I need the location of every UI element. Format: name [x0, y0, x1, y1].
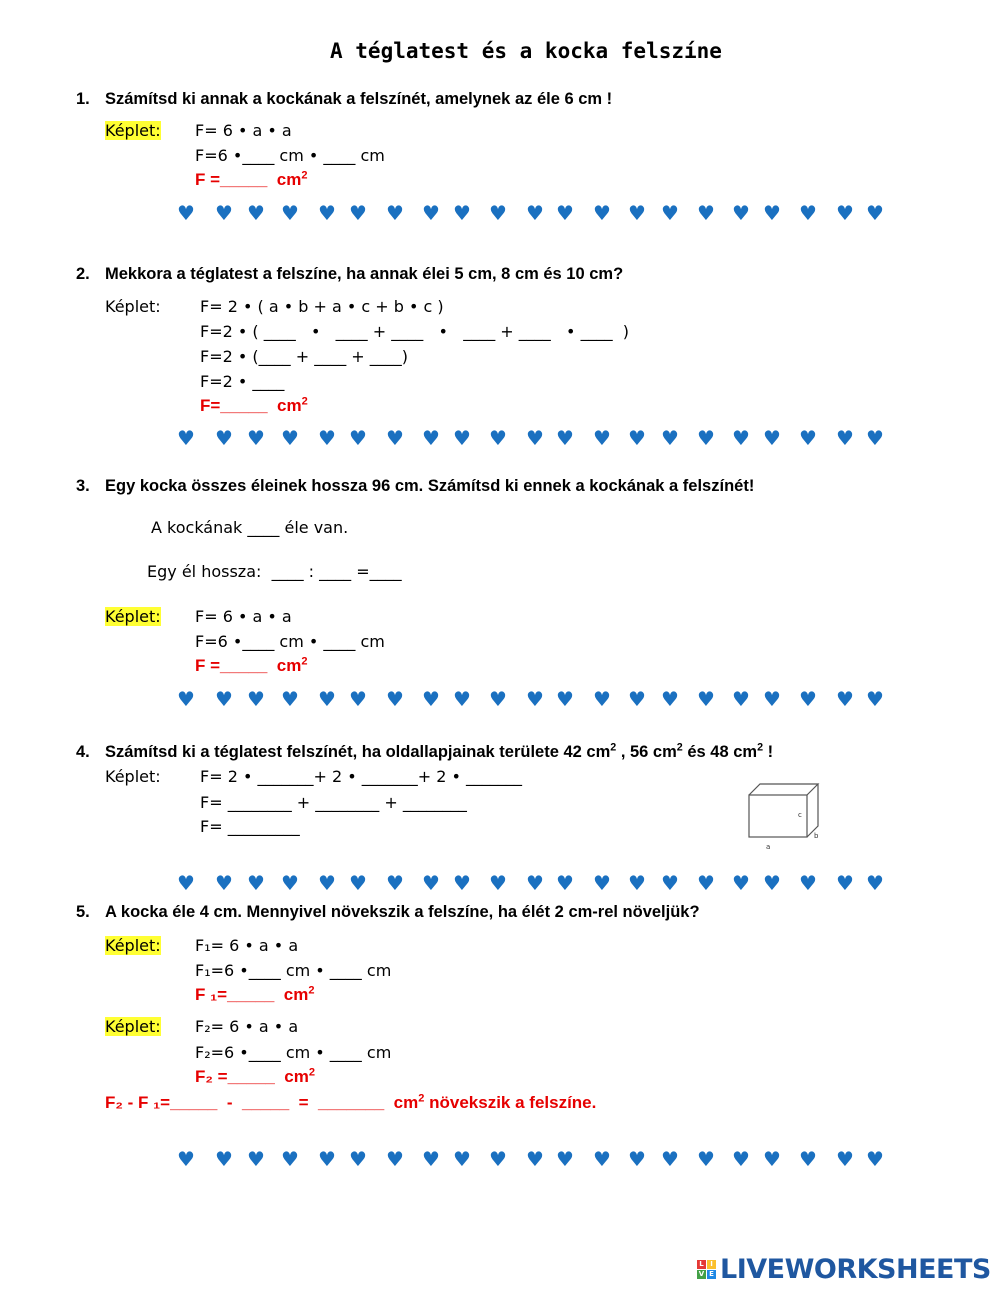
- keplet-label: Képlet:: [105, 936, 161, 955]
- question-5-number: 5.: [76, 903, 90, 921]
- q4-result-line: F= _________: [200, 817, 300, 836]
- cuboid-label-b: b: [814, 832, 819, 840]
- heart-icon: ♥: [177, 1147, 195, 1171]
- heart-icon: ♥: [661, 426, 679, 450]
- cuboid-label-c: c: [798, 811, 802, 819]
- heart-divider: [0, 873, 1000, 897]
- heart-icon: ♥: [836, 426, 854, 450]
- heart-icon: ♥: [281, 426, 299, 450]
- heart-icon: ♥: [732, 687, 750, 711]
- heart-icon: ♥: [247, 1147, 265, 1171]
- question-2-text: Mekkora a téglatest a felszíne, ha annak élei 5 cm, 8 cm és 10 cm?: [105, 265, 624, 283]
- heart-icon: ♥: [799, 1147, 817, 1171]
- heart-icon: ♥: [556, 871, 574, 895]
- heart-icon: ♥: [763, 687, 781, 711]
- heart-icon: ♥: [318, 871, 336, 895]
- heart-icon: ♥: [836, 871, 854, 895]
- heart-icon: ♥: [215, 871, 233, 895]
- heart-icon: ♥: [697, 201, 715, 225]
- heart-icon: ♥: [526, 871, 544, 895]
- q3-substitution-line: F=6 •____ cm • ____ cm: [195, 632, 385, 651]
- q5-f1-result-line: F ₁=_____ $cm^2$: [195, 984, 315, 1004]
- q5-f2-result-line: F₂ =_____ $cm^2$: [195, 1066, 316, 1086]
- heart-icon: ♥: [628, 201, 646, 225]
- q3-edge-length-line: Egy él hossza: ____ : ____ =____: [147, 562, 402, 581]
- question-1-number: 1.: [76, 90, 90, 108]
- heart-icon: ♥: [836, 201, 854, 225]
- heart-icon: ♥: [866, 426, 884, 450]
- heart-icon: ♥: [453, 201, 471, 225]
- q1-formula-line: F= 6 • a • a: [195, 121, 292, 140]
- heart-divider: [0, 689, 1000, 713]
- cuboid-figure: [738, 778, 838, 853]
- heart-icon: ♥: [318, 1147, 336, 1171]
- heart-icon: ♥: [422, 426, 440, 450]
- question-5-text: A kocka éle 4 cm. Mennyivel növekszik a felszíne, ha élét 2 cm-rel növeljük?: [105, 903, 700, 921]
- heart-icon: ♥: [593, 426, 611, 450]
- heart-icon: ♥: [628, 871, 646, 895]
- heart-icon: ♥: [215, 201, 233, 225]
- heart-icon: ♥: [628, 426, 646, 450]
- heart-icon: ♥: [661, 1147, 679, 1171]
- heart-icon: ♥: [697, 426, 715, 450]
- heart-icon: ♥: [318, 687, 336, 711]
- heart-icon: ♥: [556, 1147, 574, 1171]
- heart-icon: ♥: [489, 687, 507, 711]
- question-1-text: Számítsd ki annak a kockának a felszínét, amelynek az éle 6 cm !: [105, 90, 613, 108]
- heart-icon: ♥: [593, 871, 611, 895]
- q2-product-line: F=2 • ____: [200, 372, 285, 391]
- liveworksheets-logo-icon: [697, 1260, 716, 1279]
- heart-icon: ♥: [489, 426, 507, 450]
- heart-icon: ♥: [556, 201, 574, 225]
- heart-icon: ♥: [177, 871, 195, 895]
- heart-icon: ♥: [628, 687, 646, 711]
- heart-icon: ♥: [247, 871, 265, 895]
- heart-icon: ♥: [732, 426, 750, 450]
- heart-icon: ♥: [732, 201, 750, 225]
- heart-icon: ♥: [422, 1147, 440, 1171]
- heart-icon: ♥: [763, 201, 781, 225]
- cuboid-label-a: a: [766, 843, 771, 851]
- question-2-number: 2.: [76, 265, 90, 283]
- heart-icon: ♥: [593, 201, 611, 225]
- question-3-number: 3.: [76, 477, 90, 495]
- heart-icon: ♥: [281, 871, 299, 895]
- heart-icon: ♥: [177, 687, 195, 711]
- heart-divider: [0, 1149, 1000, 1173]
- heart-icon: ♥: [453, 426, 471, 450]
- q3-result-line: F =_____ $cm^2$: [195, 655, 308, 675]
- q2-formula-line: F= 2 • ( a • b + a • c + b • c ): [200, 297, 444, 316]
- q2-result-line: F=_____ $cm^2$: [200, 395, 308, 415]
- keplet-label: Képlet:: [105, 767, 161, 786]
- heart-icon: ♥: [215, 687, 233, 711]
- heart-icon: ♥: [215, 426, 233, 450]
- keplet-label: Képlet:: [105, 297, 161, 316]
- heart-icon: ♥: [661, 687, 679, 711]
- q2-sum-line: F=2 • (____ + ____ + ____): [200, 347, 409, 366]
- heart-icon: ♥: [453, 1147, 471, 1171]
- q4-formula-line: F= 2 • _______+ 2 • _______+ 2 • _______: [200, 767, 523, 786]
- liveworksheets-logo-text: LIVEWORKSHEETS: [720, 1254, 991, 1285]
- q5-f1-formula-line: F₁= 6 • a • a: [195, 936, 299, 955]
- heart-icon: ♥: [836, 687, 854, 711]
- q5-difference-line: F₂ - F ₁=_____ - _____ = _______ $cm^2$ növekszik a felszíne.: [105, 1092, 597, 1112]
- heart-icon: ♥: [763, 426, 781, 450]
- heart-icon: ♥: [836, 1147, 854, 1171]
- heart-icon: ♥: [732, 1147, 750, 1171]
- heart-icon: ♥: [215, 1147, 233, 1171]
- heart-icon: ♥: [177, 426, 195, 450]
- q1-result-line: F =_____ $cm^2$: [195, 169, 308, 189]
- heart-icon: ♥: [489, 201, 507, 225]
- heart-icon: ♥: [661, 871, 679, 895]
- heart-icon: ♥: [526, 201, 544, 225]
- logo-icon-letter: E: [707, 1270, 716, 1279]
- heart-icon: ♥: [799, 201, 817, 225]
- heart-divider: [0, 203, 1000, 227]
- heart-icon: ♥: [593, 687, 611, 711]
- heart-icon: ♥: [866, 1147, 884, 1171]
- question-4-text: Számítsd ki a téglatest felszínét, ha oldallapjainak területe 42 $cm^2$ , 56 $cm^2$ és 48 $cm^2$ !: [105, 741, 774, 761]
- heart-icon: ♥: [386, 687, 404, 711]
- heart-icon: ♥: [556, 426, 574, 450]
- heart-icon: ♥: [628, 1147, 646, 1171]
- heart-icon: ♥: [386, 1147, 404, 1171]
- logo-icon-letter: L: [697, 1260, 706, 1269]
- heart-icon: ♥: [799, 687, 817, 711]
- heart-icon: ♥: [732, 871, 750, 895]
- heart-icon: ♥: [422, 201, 440, 225]
- q5-f2-substitution-line: F₂=6 •____ cm • ____ cm: [195, 1043, 392, 1062]
- heart-icon: ♥: [866, 687, 884, 711]
- heart-icon: ♥: [799, 426, 817, 450]
- heart-icon: ♥: [349, 201, 367, 225]
- heart-icon: ♥: [386, 426, 404, 450]
- heart-icon: ♥: [489, 871, 507, 895]
- heart-icon: ♥: [697, 1147, 715, 1171]
- heart-icon: ♥: [763, 1147, 781, 1171]
- heart-icon: ♥: [386, 871, 404, 895]
- heart-icon: ♥: [799, 871, 817, 895]
- heart-icon: ♥: [866, 871, 884, 895]
- heart-icon: ♥: [453, 871, 471, 895]
- heart-icon: ♥: [526, 426, 544, 450]
- heart-icon: ♥: [526, 687, 544, 711]
- heart-icon: ♥: [349, 1147, 367, 1171]
- heart-icon: ♥: [556, 687, 574, 711]
- logo-icon-letter: V: [698, 1270, 705, 1278]
- heart-icon: ♥: [247, 687, 265, 711]
- heart-icon: ♥: [349, 687, 367, 711]
- liveworksheets-logo: [697, 1254, 991, 1285]
- heart-icon: ♥: [281, 687, 299, 711]
- q5-f2-formula-line: F₂= 6 • a • a: [195, 1017, 299, 1036]
- heart-icon: ♥: [489, 1147, 507, 1171]
- heart-icon: ♥: [866, 201, 884, 225]
- heart-icon: ♥: [422, 871, 440, 895]
- q1-substitution-line: F=6 •____ cm • ____ cm: [195, 146, 385, 165]
- heart-icon: ♥: [661, 201, 679, 225]
- heart-icon: ♥: [697, 871, 715, 895]
- heart-icon: ♥: [177, 201, 195, 225]
- heart-icon: ♥: [526, 1147, 544, 1171]
- heart-icon: ♥: [386, 201, 404, 225]
- heart-icon: ♥: [318, 426, 336, 450]
- q5-f1-substitution-line: F₁=6 •____ cm • ____ cm: [195, 961, 392, 980]
- heart-divider: [0, 428, 1000, 452]
- heart-icon: ♥: [763, 871, 781, 895]
- page-title: A téglatest és a kocka felszíne: [330, 39, 722, 63]
- logo-icon-letter: I: [707, 1260, 716, 1269]
- heart-icon: ♥: [697, 687, 715, 711]
- q3-edges-line: A kockának ____ éle van.: [151, 518, 349, 537]
- heart-icon: ♥: [247, 201, 265, 225]
- heart-icon: ♥: [422, 687, 440, 711]
- q4-sum-line: F= ________ + ________ + ________: [200, 793, 467, 812]
- heart-icon: ♥: [247, 426, 265, 450]
- heart-icon: ♥: [453, 687, 471, 711]
- question-4-number: 4.: [76, 743, 90, 761]
- q2-substitution-line: F=2 • ( ____ • ____ + ____ • ____ + ____ • ____ ): [200, 322, 629, 341]
- heart-icon: ♥: [349, 871, 367, 895]
- heart-icon: ♥: [281, 201, 299, 225]
- heart-icon: ♥: [281, 1147, 299, 1171]
- keplet-label: Képlet:: [105, 121, 161, 140]
- q3-formula-line: F= 6 • a • a: [195, 607, 292, 626]
- keplet-label: Képlet:: [105, 607, 161, 626]
- heart-icon: ♥: [593, 1147, 611, 1171]
- heart-icon: ♥: [318, 201, 336, 225]
- heart-icon: ♥: [349, 426, 367, 450]
- question-3-text: Egy kocka összes éleinek hossza 96 cm. Számítsd ki ennek a kockának a felszínét!: [105, 477, 755, 495]
- keplet-label: Képlet:: [105, 1017, 161, 1036]
